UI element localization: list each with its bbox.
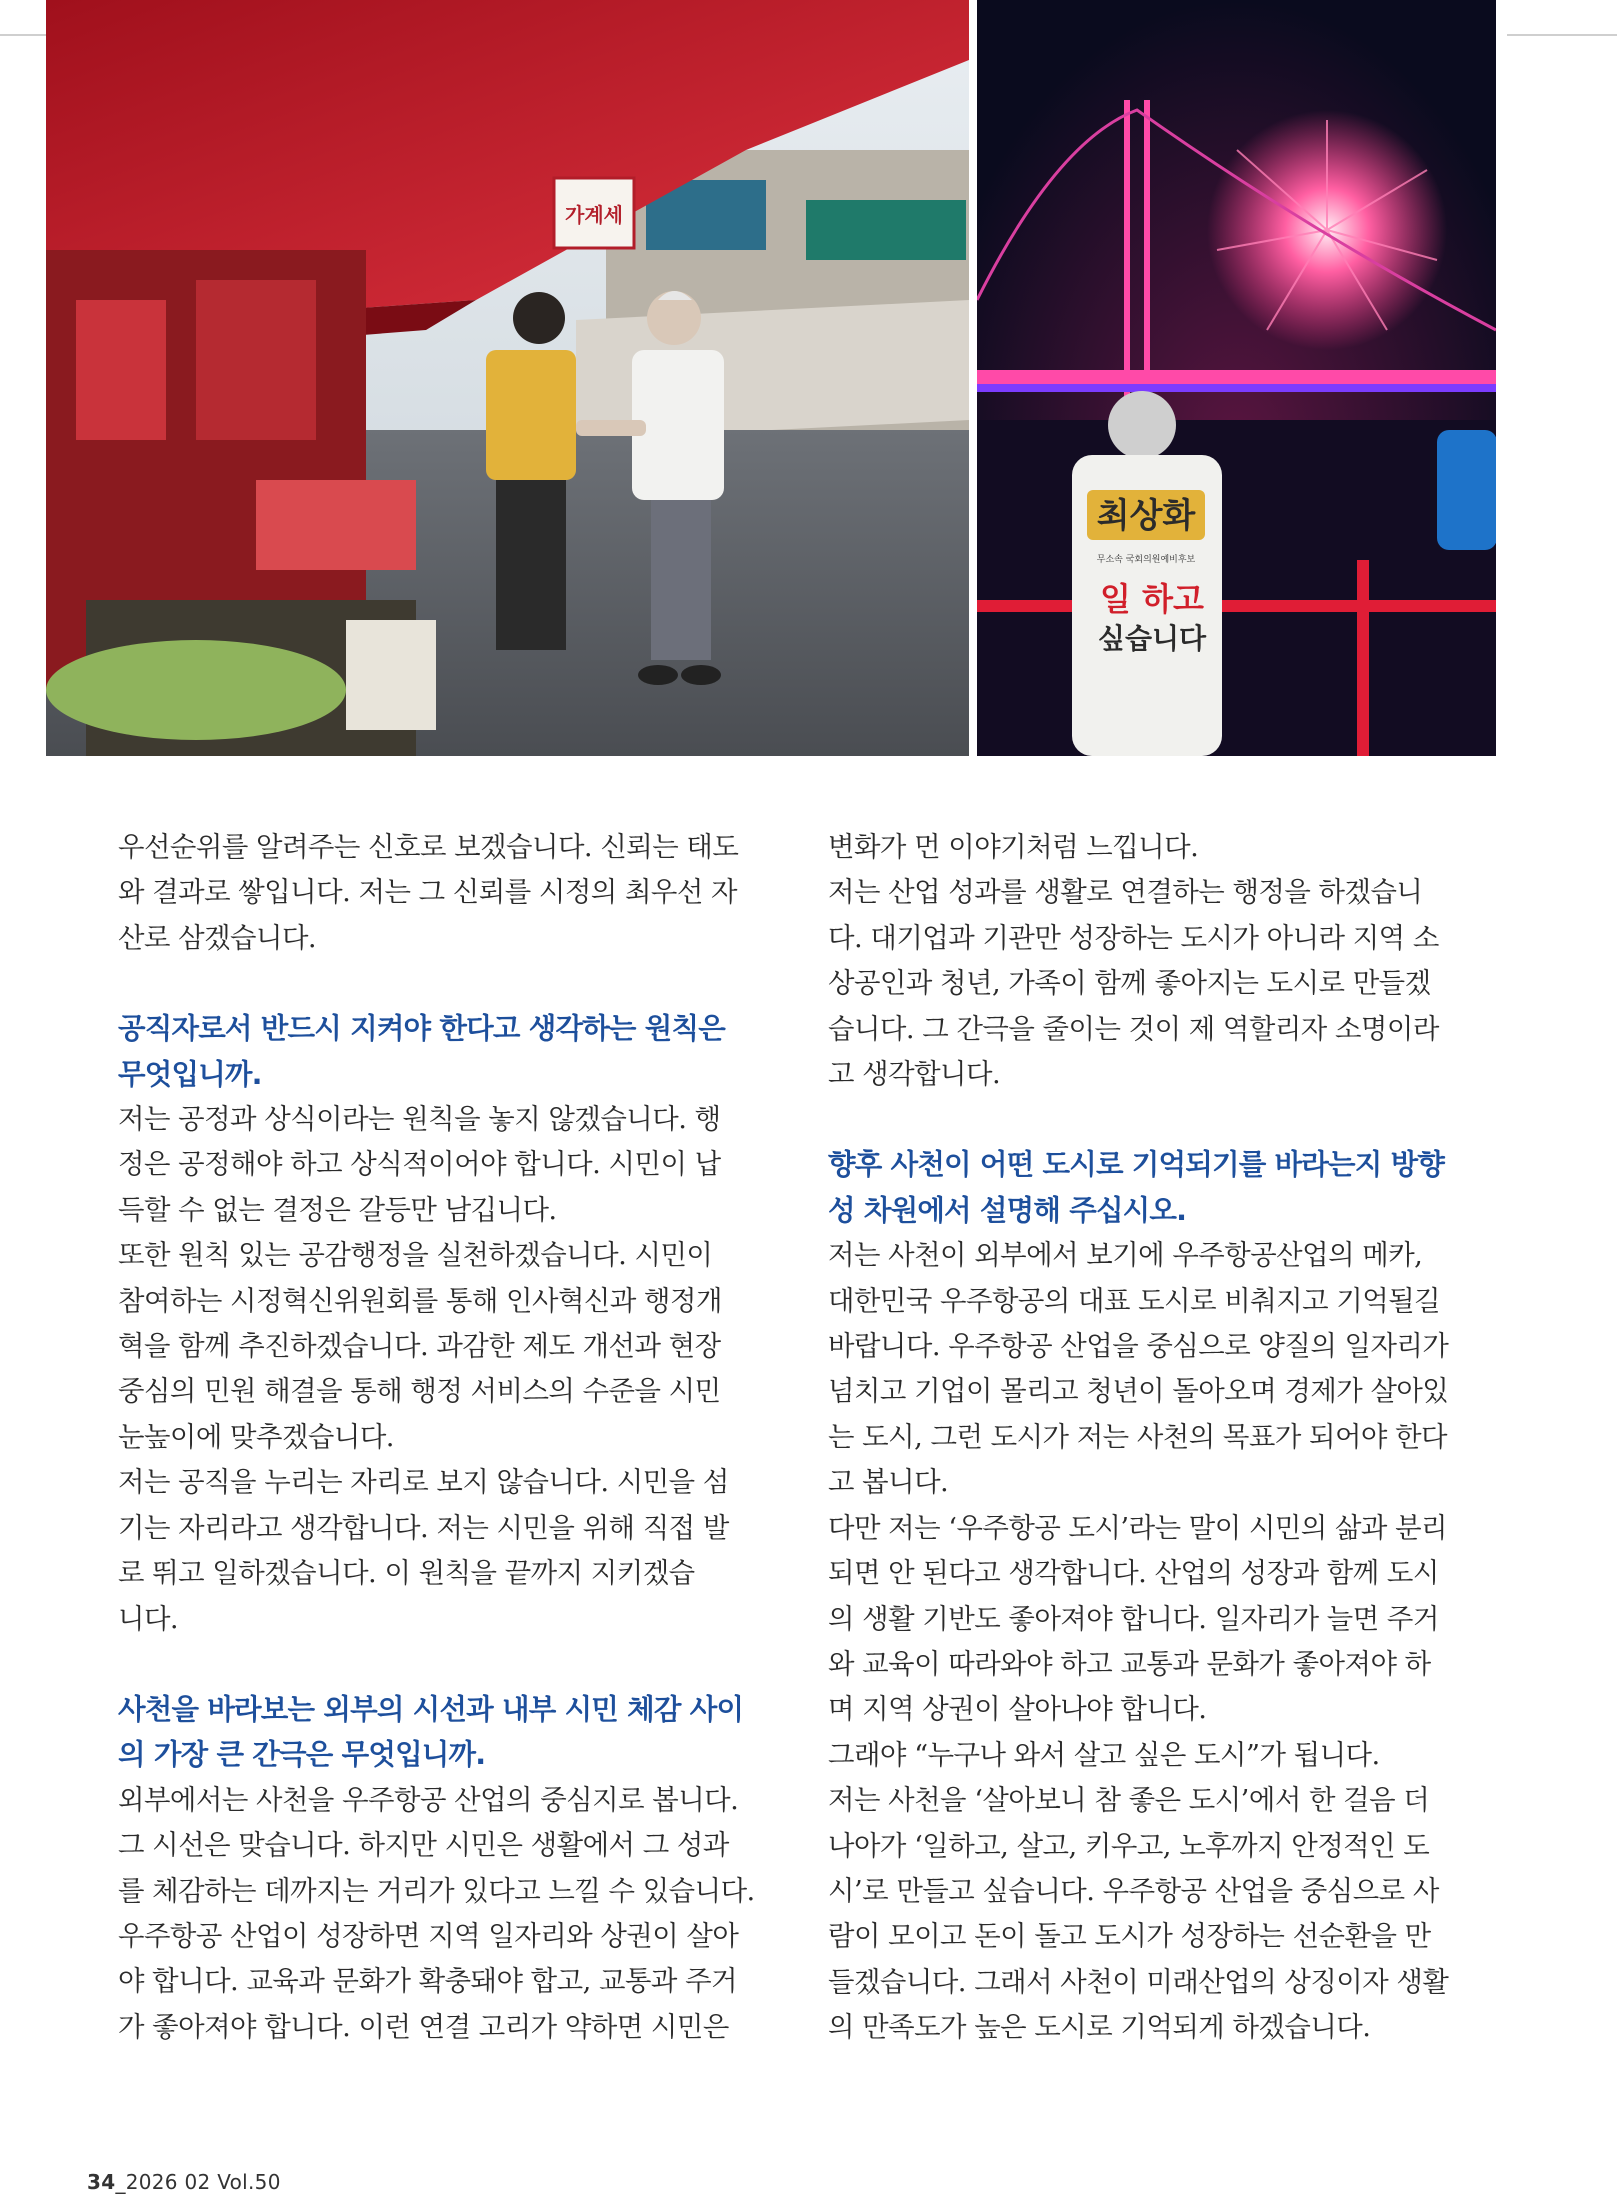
answer-paragraph: 외부에서는 사천을 우주항공 산업의 중심지로 봅니다. 그 시선은 맞습니다. 하지만 시민은 생활에서 그 성과 를 체감하는 데까지는 거리가 있다고 느낄 수 있습니다. 우주항공 산업이 성장하면 지역 일자리와 상권이 살아 야 합니다. 교육과 문화가 확충돼야 합고, 교통과 주거 가 좋아져야 합니다. 이런 연결 고리가 약하면 시민은 <box>118 1784 755 2043</box>
question-heading: 사천을 바라보는 외부의 시선과 내부 시민 체감 사이 의 가장 큰 간극은 무엇입니까. <box>118 1692 744 1772</box>
top-rule-right <box>1507 34 1617 36</box>
question-heading: 공직자로서 반드시 지켜야 한다고 생각하는 원칙은 무엇입니까. <box>118 1012 725 1091</box>
shop-sign-text: 가계세 <box>565 203 623 227</box>
answer-paragraph: 변화가 먼 이야기처럼 느낍니다. 저는 산업 성과를 생활로 연결하는 행정을 하겠습니 다. 대기업과 기관만 성장하는 도시가 아니라 지역 소 상공인과 청년, 가족이 함께 좋아지는 도시로 만들겠 습니다. 그 간극을 줄이는 것이 제 역할리자 소명이라 고 생각합니다. <box>828 832 1439 1091</box>
text-column-right <box>828 825 1497 2051</box>
jacket-name-text: 최상화 <box>1096 496 1196 536</box>
answer-paragraph: 우선순위를 알려주는 신호로 보겠습니다. 신뢰는 태도 와 결과로 쌓입니다. 저는 그 신뢰를 시정의 최우선 자 산로 삼겠습니다. <box>118 832 739 954</box>
fireworks-photo <box>977 0 1496 756</box>
jacket-slogan-line2: 싶습니다 <box>1097 622 1207 655</box>
page-number: 34 <box>87 2170 116 2194</box>
page-footer <box>87 2170 281 2194</box>
answer-paragraph: 저는 공정과 상식이라는 원칙을 놓지 않겠습니다. 행 정은 공정해야 하고 상식적이어야 합니다. 시민이 납 득할 수 없는 결정은 갈등만 남깁니다. 또한 원칙 있는 공감행정을 실천하겠습니다. 시민이 참여하는 시정혁신위원회를 통해 인사혁신과 행정개 혁을 함께 추진하겠습니다. 과감한 제도 개선과 현장 중심의 민원 해결을 통해 행정 서비스의 수준을 시민 눈높이에 맞추겠습니다. 저는 공직을 누리는 자리로 보지 않습니다. 시민을 섬 기는 자리라고 생각합니다. 저는 시민을 위해 직접 발 로 뛰고 일하겠습니다. 이 원칙을 끝까지 지키겠습 니다. <box>118 1104 729 1635</box>
text-column-left <box>118 825 784 2050</box>
question-heading: 향후 사천이 어떤 도시로 기억되기를 바라는지 방향 성 차원에서 설명해 주십시오. <box>828 1148 1445 1227</box>
jacket-candidate-text: 무소속 국회의원예비후보 <box>1096 555 1196 565</box>
section-gap <box>118 961 784 1006</box>
answer-paragraph: 저는 사천이 외부에서 보기에 우주항공산업의 메카, 대한민국 우주항공의 대표 도시로 비춰지고 기억될길 바랍니다. 우주항공 산업을 중심으로 양질의 일자리가 넘치고 기업이 몰리고 청년이 돌아오며 경제가 살아있 는 도시, 그런 도시가 저는 사천의 목표가 되어야 한다 고 봅니다. 다만 저는 ‘우주항공 도시’라는 말이 시민의 삶과 분리 되면 안 된다고 생각합니다. 산업의 성장과 함께 도시 의 생활 기반도 좋아져야 합니다. 일자리가 늘면 주거 와 교육이 따라와야 하고 교통과 문화가 좋아져야 하 며 지역 상권이 살아나야 합니다. 그래야 “누구나 와서 살고 싶은 도시”가 됩니다. 저는 사천을 ‘살아보니 참 좋은 도시’에서 한 걸음 더 나아가 ‘일하고, 살고, 키우고, 노후까지 안정적인 도 시’로 만들고 싶습니다. 우주항공 산업을 중심으로 사 람이 모이고 돈이 돌고 도시가 성장하는 선순환을 만 들겠습니다. 그래서 사천이 미래산업의 상징이자 생활 의 만족도가 높은 도시로 기억되게 하겠습니다. <box>828 1240 1449 2044</box>
section-gap <box>828 1097 1497 1142</box>
market-photo <box>46 0 969 756</box>
jacket-slogan-line1: 일 하고 <box>1100 580 1204 618</box>
section-gap <box>118 1642 784 1687</box>
top-rule-left <box>0 34 46 36</box>
issue-info: _2026 02 Vol.50 <box>115 2170 281 2194</box>
